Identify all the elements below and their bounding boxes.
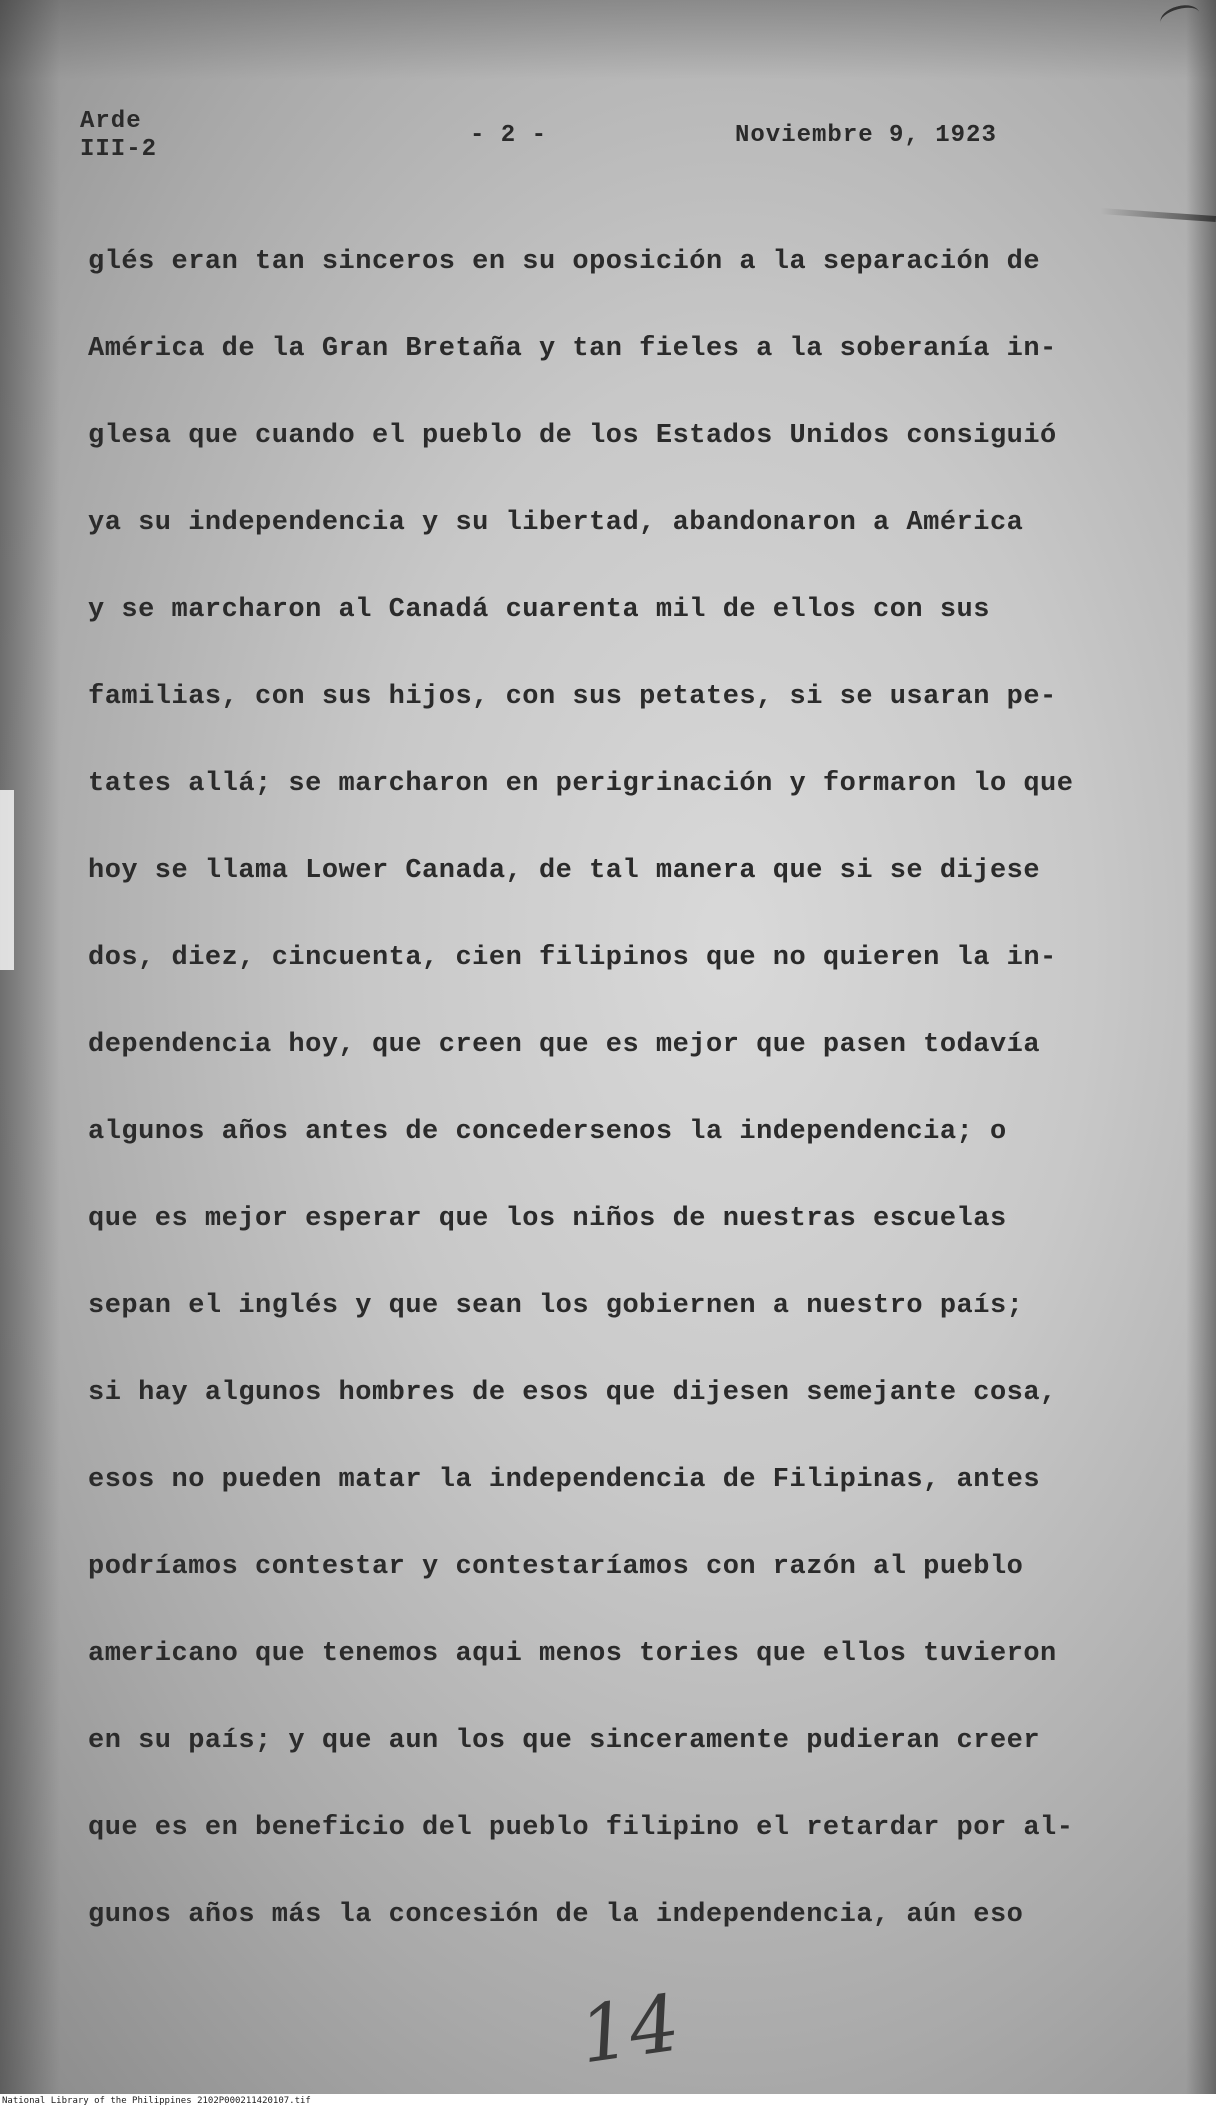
text-line: tates allá; se marcharon en perigrinación y formaron lo que	[88, 769, 1074, 799]
text-line: algunos años antes de concedersenos la independencia; o	[88, 1117, 1007, 1147]
handwritten-page-number: 14	[574, 1978, 686, 2082]
document-date: Noviembre 9, 1923	[735, 122, 997, 149]
body-text	[88, 242, 1148, 1982]
reference-code	[80, 108, 157, 164]
document-header	[0, 108, 1216, 168]
shadow-left	[0, 0, 60, 2094]
reference-line-2: III-2	[80, 136, 158, 163]
shadow-top	[0, 0, 1216, 80]
text-line: si hay algunos hombres de esos que dijesen semejante cosa,	[88, 1378, 1057, 1408]
text-line: sepan el inglés y que sean los gobiernen a nuestro país;	[88, 1291, 1024, 1321]
archive-footer	[0, 2094, 1216, 2108]
text-line: dependencia hoy, que creen que es mejor que pasen todavía	[88, 1030, 1041, 1060]
text-line: que es en beneficio del pueblo filipino el retardar por al-	[88, 1813, 1074, 1843]
text-line: glés eran tan sinceros en su oposición a la separación de	[88, 247, 1041, 277]
text-line: ya su independencia y su libertad, abandonaron a América	[88, 508, 1024, 538]
text-line: esos no pueden matar la independencia de Filipinas, antes	[88, 1465, 1041, 1495]
text-line: en su país; y que aun los que sinceramente pudieran creer	[88, 1726, 1041, 1756]
page-number: - 2 -	[470, 122, 548, 149]
text-line: gunos años más la concesión de la independencia, aún eso	[88, 1900, 1024, 1930]
text-line: glesa que cuando el pueblo de los Estados Unidos consiguió	[88, 421, 1057, 451]
text-line: dos, diez, cincuenta, cien filipinos que no quieren la in-	[88, 943, 1057, 973]
text-line: familias, con sus hijos, con sus petates, si se usaran pe-	[88, 682, 1057, 712]
text-line: y se marcharon al Canadá cuarenta mil de ellos con sus	[88, 595, 990, 625]
text-line: América de la Gran Bretaña y tan fieles a la soberanía in-	[88, 334, 1057, 364]
archive-footer-text: National Library of the Philippines 2102P000211420107.tif	[2, 2096, 311, 2106]
text-line: hoy se llama Lower Canada, de tal manera que si se dijese	[88, 856, 1041, 886]
paper-edge	[0, 790, 14, 970]
shadow-right	[1186, 0, 1216, 2094]
text-line: americano que tenemos aqui menos tories que ellos tuvieron	[88, 1639, 1057, 1669]
text-line: podríamos contestar y contestaríamos con razón al pueblo	[88, 1552, 1024, 1582]
text-line: que es mejor esperar que los niños de nuestras escuelas	[88, 1204, 1007, 1234]
reference-line-1: Arde	[80, 108, 142, 135]
